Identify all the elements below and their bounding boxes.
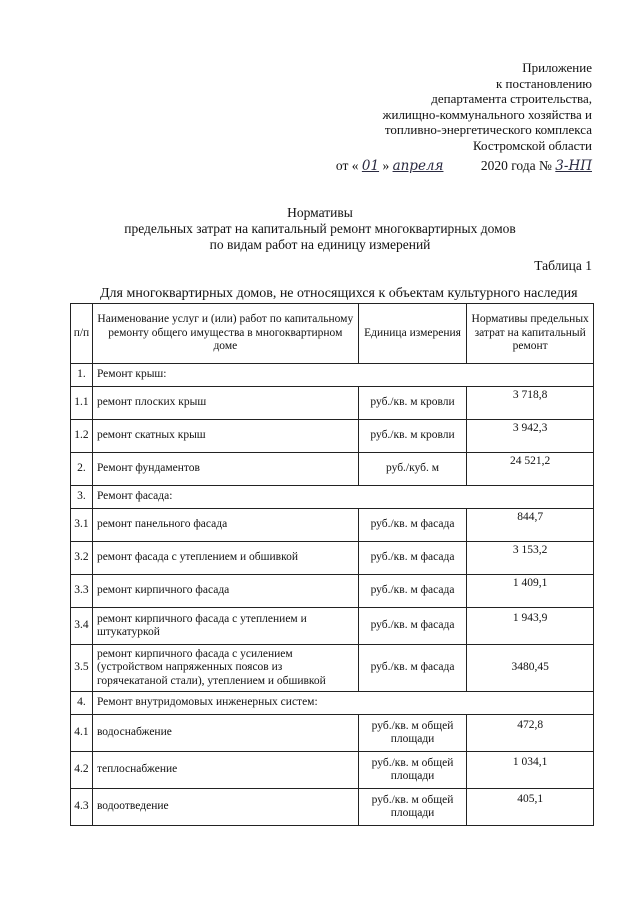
table-row <box>71 752 594 789</box>
cell-unit: руб./кв. м фасада <box>358 509 467 542</box>
date-day-handwritten: 01 <box>361 158 380 174</box>
date-mid: » <box>382 158 390 173</box>
cell-num: 3.1 <box>71 509 93 542</box>
title-line: Нормативы <box>287 205 353 220</box>
cell-num: 4. <box>71 692 93 715</box>
cell-name: ремонт скатных крыш <box>92 420 358 453</box>
cell-name: ремонт панельного фасада <box>92 509 358 542</box>
cell-section-name: Ремонт внутридомовых инженерных систем: <box>92 692 593 715</box>
cell-unit: руб./куб. м <box>358 453 467 486</box>
cell-section-name: Ремонт крыш: <box>92 364 593 387</box>
cell-unit: руб./кв. м общей площади <box>358 715 467 752</box>
date-year: 2020 года № <box>480 158 552 173</box>
cell-value: 3 153,2 <box>467 542 594 575</box>
table-row <box>71 645 594 692</box>
cell-value: 1 409,1 <box>467 575 594 608</box>
table-label: Таблица 1 <box>534 258 592 273</box>
cell-name: ремонт кирпичного фасада <box>92 575 358 608</box>
cell-num: 4.3 <box>71 789 93 826</box>
cell-unit: руб./кв. м общей площади <box>358 789 467 826</box>
cell-value: 1 034,1 <box>467 752 594 789</box>
table-row <box>71 453 594 486</box>
table-row <box>71 542 594 575</box>
appendix-line: жилищно-коммунального хозяйства и <box>382 106 592 122</box>
cell-value: 24 521,2 <box>467 453 594 486</box>
table-row <box>71 608 594 645</box>
norms-table <box>70 303 594 826</box>
date-month-handwritten: апреля <box>392 158 444 174</box>
cell-unit: руб./кв. м общей площади <box>358 752 467 789</box>
cell-unit: руб./кв. м фасада <box>358 645 467 692</box>
table-row <box>71 715 594 752</box>
cell-value: 3 942,3 <box>467 420 594 453</box>
table-row <box>71 364 594 387</box>
document-title <box>0 205 640 253</box>
cell-name: Ремонт фундаментов <box>92 453 358 486</box>
appendix-line: Приложение <box>522 60 592 75</box>
cell-name: ремонт плоских крыш <box>92 387 358 420</box>
appendix-line: к постановлению <box>495 75 592 91</box>
cell-num: 3.3 <box>71 575 93 608</box>
cell-name: теплоснабжение <box>92 752 358 789</box>
header-name: Наименование услуг и (или) работ по капитальному ремонту общего имущества в многоквартирном доме <box>92 304 358 364</box>
appendix-line: Костромской области <box>472 137 592 153</box>
table-row <box>71 486 594 509</box>
cell-unit: руб./кв. м фасада <box>358 608 467 645</box>
header-unit: Единица измерения <box>358 304 467 364</box>
cell-name: ремонт кирпичного фасада с усилением (устройством напряженных поясов из горячекатаной стали), утеплением и обшивкой <box>92 645 358 692</box>
cell-num: 1.1 <box>71 387 93 420</box>
cell-name: ремонт кирпичного фасада с утеплением и штукатуркой <box>92 608 358 645</box>
table-row <box>71 575 594 608</box>
title-line: по видам работ на единицу измерений <box>209 237 431 252</box>
date-prefix: от « <box>335 158 359 173</box>
cell-num: 3.2 <box>71 542 93 575</box>
header-value: Нормативы предельных затрат на капитальный ремонт <box>467 304 594 364</box>
cell-value: 1 943,9 <box>467 608 594 645</box>
cell-unit: руб./кв. м кровли <box>358 387 467 420</box>
cell-value: 472,8 <box>467 715 594 752</box>
table-row <box>71 789 594 826</box>
appendix-line: департамента строительства, <box>431 91 592 106</box>
cell-unit: руб./кв. м фасада <box>358 542 467 575</box>
cell-value: 405,1 <box>467 789 594 826</box>
table-row <box>71 509 594 542</box>
decree-number-handwritten: 3-НП <box>555 158 592 174</box>
cell-num: 3.4 <box>71 608 93 645</box>
cell-num: 4.1 <box>71 715 93 752</box>
appendix-header <box>292 60 592 153</box>
cell-num: 3.5 <box>71 645 93 692</box>
cell-num: 1.2 <box>71 420 93 453</box>
cell-name: водоснабжение <box>92 715 358 752</box>
title-line: предельных затрат на капитальный ремонт многоквартирных домов <box>124 221 516 236</box>
table-subtitle: Для многоквартирных домов, не относящихся к объектам культурного наследия <box>100 286 578 301</box>
cell-name: ремонт фасада с утеплением и обшивкой <box>92 542 358 575</box>
cell-name: водоотведение <box>92 789 358 826</box>
table-row <box>71 692 594 715</box>
header-num: п/п <box>71 304 93 364</box>
cell-value: 844,7 <box>467 509 594 542</box>
cell-section-name: Ремонт фасада: <box>92 486 593 509</box>
cell-value: 3480,45 <box>467 645 594 692</box>
decree-date-line <box>336 158 592 174</box>
cell-num: 3. <box>71 486 93 509</box>
table-row <box>71 387 594 420</box>
cell-value: 3 718,8 <box>467 387 594 420</box>
table-row <box>71 420 594 453</box>
table-header-row <box>71 304 594 364</box>
cell-unit: руб./кв. м кровли <box>358 420 467 453</box>
cell-num: 1. <box>71 364 93 387</box>
appendix-line: топливно-энергетического комплекса <box>384 122 592 137</box>
cell-num: 2. <box>71 453 93 486</box>
cell-num: 4.2 <box>71 752 93 789</box>
cell-unit: руб./кв. м фасада <box>358 575 467 608</box>
